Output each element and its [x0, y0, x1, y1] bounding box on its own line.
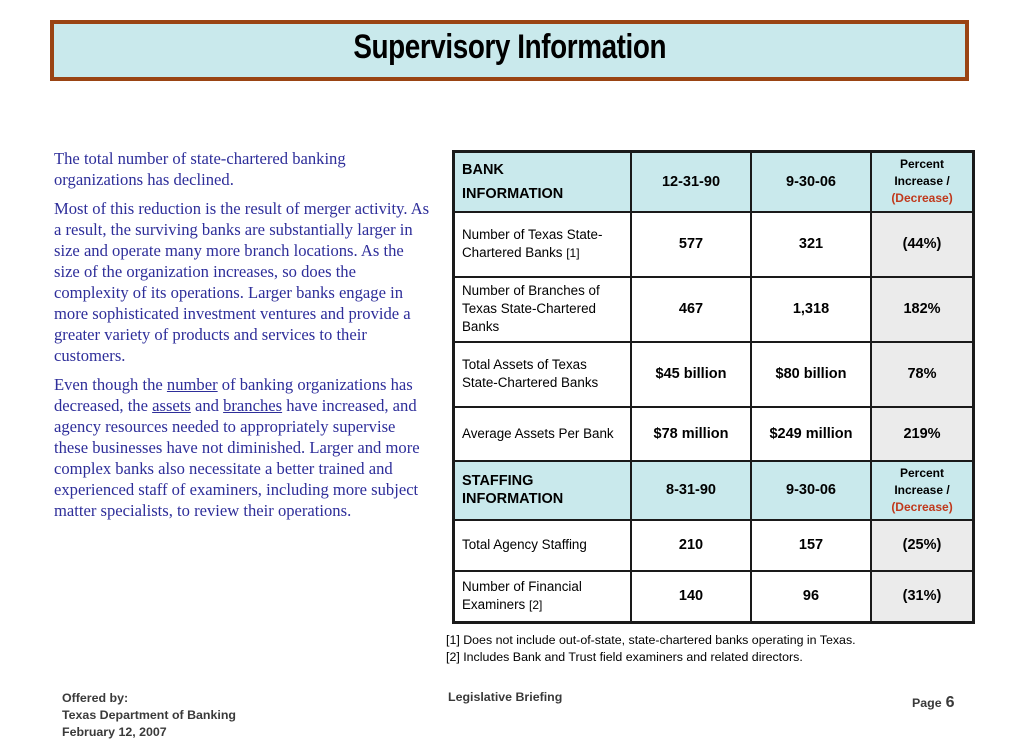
row-label: Number of Branches of Texas State-Chartered Banks: [454, 277, 632, 342]
table-row: [454, 342, 974, 407]
row-value-1: $78 million: [631, 407, 751, 461]
information-table-wrapper: [452, 150, 975, 624]
footnote-ref: [2]: [529, 598, 543, 613]
offered-by-label: Offered by:: [62, 691, 129, 705]
page-number: 6: [945, 694, 955, 711]
row-pct: 78%: [871, 342, 974, 407]
p3-text-b: of banking organizations has decreased, the: [54, 375, 413, 415]
title-banner: [50, 20, 969, 81]
row-pct: (44%): [871, 212, 974, 277]
footer-org: Texas Department of Banking: [62, 708, 236, 722]
table-row: [454, 520, 974, 571]
table-row: [454, 212, 974, 277]
staffing-header-row: [454, 461, 974, 520]
row-value-1: $45 billion: [631, 342, 751, 407]
information-table: [452, 150, 975, 624]
row-pct: (25%): [871, 520, 974, 571]
row-value-2: 321: [751, 212, 871, 277]
row-label: [454, 212, 632, 277]
paragraph-1: The total number of state-chartered banking organizations has declined.: [54, 149, 346, 189]
row-value-2: $249 million: [751, 407, 871, 461]
table-row: [454, 571, 974, 623]
bank-header-pct-line2: (Decrease): [891, 191, 953, 206]
row-label-text: Number of Financial Examiners: [462, 579, 582, 613]
row-label: Average Assets Per Bank: [454, 407, 632, 461]
page-indicator: [912, 694, 955, 712]
table-row: [454, 407, 974, 461]
row-value-2: 96: [751, 571, 871, 623]
row-label: Total Agency Staffing: [454, 520, 632, 571]
bank-header-pct-line1: Percent Increase /: [894, 157, 950, 189]
staffing-header-pct-line2: (Decrease): [891, 499, 953, 514]
row-value-2: 1,318: [751, 277, 871, 342]
p3-text-a: Even though the: [54, 375, 167, 394]
footer-date: February 12, 2007: [62, 725, 167, 739]
row-value-2: 157: [751, 520, 871, 571]
narrative-text: [54, 148, 432, 529]
row-value-2: $80 billion: [751, 342, 871, 407]
row-pct: 182%: [871, 277, 974, 342]
row-pct: (31%): [871, 571, 974, 623]
footnotes: [446, 632, 856, 666]
footnote-2: [2] Includes Bank and Trust field examiners and related directors.: [446, 650, 803, 664]
row-value-1: 577: [631, 212, 751, 277]
bank-header-col2: 9-30-06: [751, 152, 871, 212]
row-label: [454, 571, 632, 623]
staffing-header-pct: [871, 461, 974, 520]
staffing-header-label: STAFFING INFORMATION: [454, 461, 632, 520]
page-label: Page: [912, 696, 942, 710]
row-value-1: 467: [631, 277, 751, 342]
bank-header-pct: [871, 152, 974, 212]
row-label: Total Assets of Texas State-Chartered Banks: [454, 342, 632, 407]
row-label-text: Number of Texas State-Chartered Banks: [462, 227, 603, 260]
paragraph-2: Most of this reduction is the result of merger activity. As a result, the surviving banks are substantially larger in size and operate many more branch locations. As the size of the organization increases, so does the complexity of its operations. Larger banks engage in more sophisticated investment ventures and provide a greater variety of products and services to their customers.: [54, 199, 430, 365]
row-value-1: 140: [631, 571, 751, 623]
bank-header-row: [454, 152, 974, 212]
table-row: [454, 277, 974, 342]
number-underlined: number: [166, 375, 218, 394]
bank-header-col1: 12-31-90: [631, 152, 751, 212]
staffing-header-pct-line1: Percent Increase /: [894, 465, 950, 497]
bank-header-label: [454, 152, 632, 212]
staffing-header-col2: 9-30-06: [751, 461, 871, 520]
footer-left: [62, 690, 236, 741]
paragraph-3: [54, 374, 432, 521]
footer-center: Legislative Briefing: [448, 690, 563, 704]
row-pct: 219%: [871, 407, 974, 461]
page-title: Supervisory Information: [353, 28, 666, 66]
bank-header-label-text: BANK INFORMATION: [462, 161, 564, 202]
p3-text-c: and: [190, 396, 224, 415]
footnote-ref: [1]: [566, 246, 580, 260]
assets-underlined: assets: [152, 396, 191, 415]
branches-underlined: branches: [223, 396, 283, 415]
staffing-header-col1: 8-31-90: [631, 461, 751, 520]
row-value-1: 210: [631, 520, 751, 571]
footnote-1: [1] Does not include out-of-state, state-chartered banks operating in Texas.: [446, 633, 856, 647]
p3-text-d: have increased, and agency resources needed to appropriately supervise these businesses have not diminished. Larger and more complex banks also necessitate a better trained and experienced staff of examiners, including more subject matter specialists, to review their operations.: [54, 396, 420, 520]
